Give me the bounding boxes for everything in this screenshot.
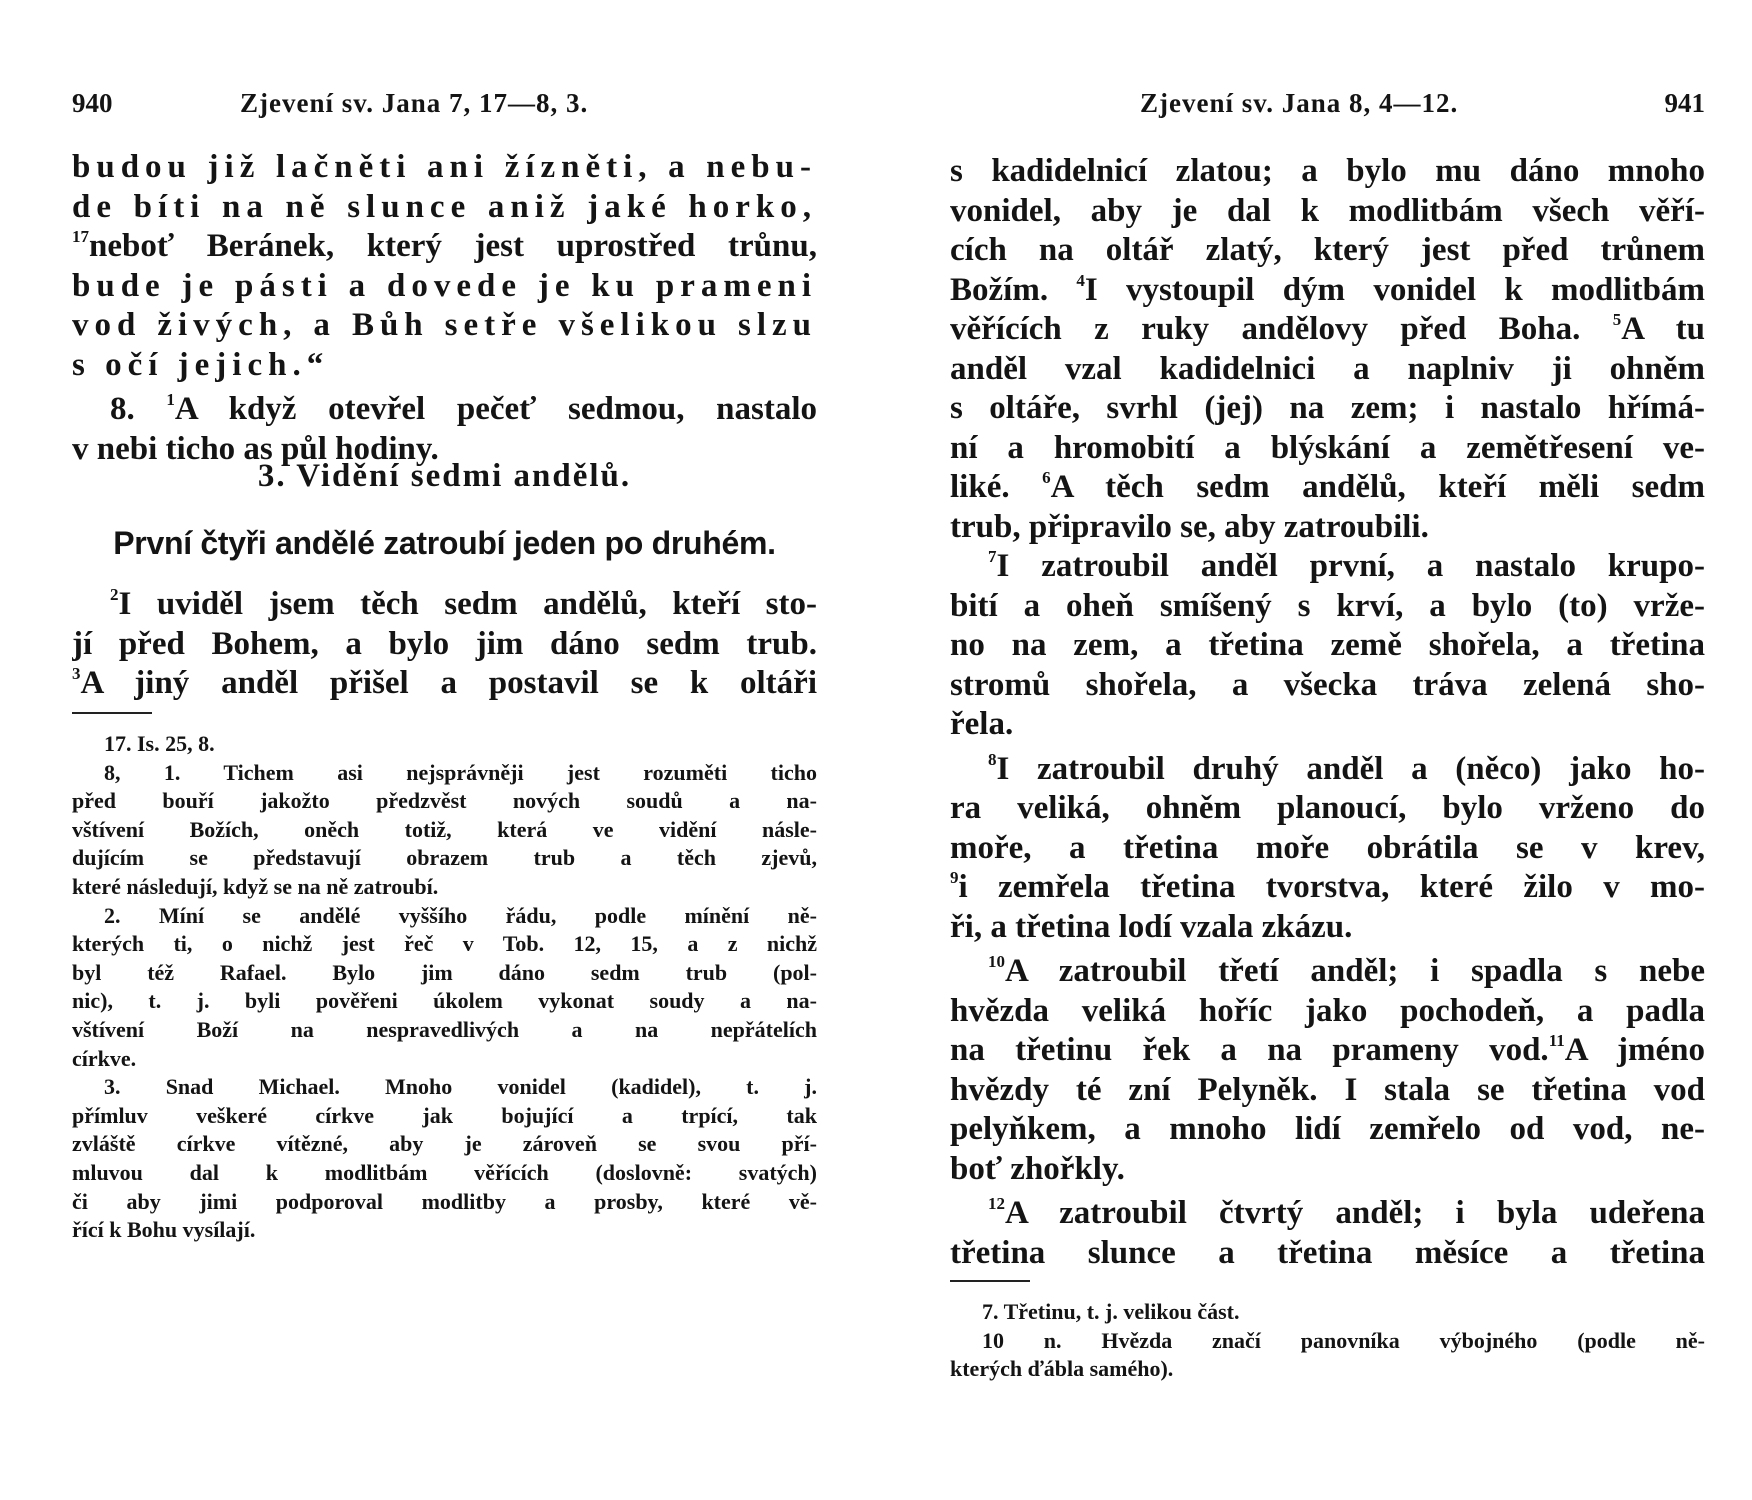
- footnote-rule-right: [950, 1280, 1030, 1282]
- page-number-right: 941: [1664, 88, 1705, 118]
- text-line: bití a oheň smíšený s krví, a bylo (to) vrže-: [950, 587, 1705, 624]
- text-line: budou již lačněti ani žízněti, a nebu-: [72, 149, 817, 185]
- text-line: anděl vzal kadidelnici a naplniv ji ohněm: [950, 350, 1705, 387]
- footnote-line: řící k Bohu vysílají.: [72, 1217, 256, 1243]
- text-line: moře, a třetina moře obrátila se v krev,: [950, 829, 1705, 866]
- text-line: [72, 585, 817, 625]
- text-line-content: A zatroubil třetí anděl; i spadla s nebe: [1005, 953, 1705, 989]
- footnote-line: byl též Rafael. Bylo jim dáno sedm trub (pol-: [72, 959, 817, 985]
- text-line: s kadidelnicí zlatou; a bylo mu dáno mnoho: [950, 153, 1705, 189]
- text-line: de bíti na ně slunce aniž jaké horko,: [72, 188, 817, 225]
- verse-number: 3: [72, 664, 81, 683]
- footnote-line: 2. Míní se andělé vyššího řádu, podle mínění ně-: [104, 902, 817, 928]
- left-body-text-2: [72, 585, 817, 704]
- text-line-content: A jiný anděl přišel a postavil se k oltáři: [80, 665, 817, 701]
- text-line: stromů shořela, a všecka tráva zelená sho-: [950, 666, 1705, 703]
- text-line-content: Božím.: [950, 271, 1049, 308]
- text-line: [72, 664, 817, 704]
- footnote-line: 3. Snad Michael. Mnoho vonidel (kadidel), t. j.: [104, 1074, 817, 1100]
- verse-number: 5: [1612, 310, 1622, 329]
- text-line-content: liké.: [950, 469, 1010, 505]
- text-line: [950, 468, 1705, 508]
- text-line: hvězda veliká hoříc jako pochodeň, a padla: [950, 992, 1705, 1029]
- footnote-rule-left: [72, 712, 152, 714]
- sub-heading: První čtyři andělé zatroubí jeden po druhém.: [113, 525, 776, 561]
- running-head-left: [72, 88, 817, 128]
- verse-number: 10: [988, 952, 1005, 971]
- text-line-content: A těch sedm andělů, kteří měli sedm: [1050, 469, 1705, 505]
- text-line: třetina slunce a třetina měsíce a třetina: [950, 1234, 1705, 1271]
- text-line-content: A zatroubil čtvrtý anděl; i byla udeřena: [1005, 1195, 1705, 1231]
- footnote-line: kterých ďábla samého).: [950, 1356, 1174, 1382]
- text-line: ra veliká, ohněm planoucí, bylo vrženo do: [950, 790, 1705, 826]
- text-line-content: I zatroubil anděl první, a nastalo krupo-: [996, 548, 1705, 584]
- section-heading: 3. Vidění sedmi andělů.: [257, 458, 632, 494]
- text-line: s oltáře, svrhl (jej) na zem; i nastalo hřímá-: [950, 390, 1705, 426]
- footnote-line: zvláště církve vítězné, aby je zároveň se svou pří-: [72, 1131, 817, 1157]
- text-line: [950, 952, 1705, 992]
- footnote-line: mluvou dal k modlitbám věřících (doslovně: svatých): [72, 1159, 817, 1185]
- text-line: boť zhořkly.: [950, 1150, 1125, 1187]
- text-line-content: I zatroubil druhý anděl a (něco) jako ho-: [996, 750, 1705, 787]
- verse-number: 9: [950, 868, 959, 887]
- verse-number: 4: [1076, 270, 1085, 290]
- verse-number: 11: [1548, 1031, 1565, 1050]
- footnote-line: 7. Třetinu, t. j. velikou část.: [982, 1299, 1240, 1324]
- text-line: ři, a třetina lodí vzala zkázu.: [950, 908, 1353, 945]
- running-title-right: Zjevení sv. Jana 8, 4—12.: [1140, 88, 1459, 118]
- footnotes-right: [950, 1298, 1705, 1384]
- text-line: [950, 1031, 1705, 1071]
- left-page: [72, 0, 817, 1500]
- verse-number: 8: [988, 749, 997, 769]
- text-line: [950, 1194, 1705, 1234]
- text-line-content: I vystoupil dým vonidel k modlitbám: [1084, 271, 1705, 308]
- text-line: [950, 547, 1705, 587]
- footnote-line: vštívení Boží na nespravedlivých a na nepřátelích: [72, 1016, 817, 1042]
- verse-number: 1: [166, 390, 175, 409]
- text-line: cích na oltář zlatý, který jest před trůnem: [950, 232, 1705, 268]
- footnote-line: 17. Is. 25, 8.: [104, 731, 215, 756]
- running-head-right: [950, 88, 1705, 128]
- text-line-content: A jméno: [1564, 1032, 1705, 1068]
- footnotes-left: [72, 730, 817, 1245]
- verse-number: 2: [110, 585, 119, 604]
- footnote-line: či aby jimi podporoval modlitby a prosby, které vě-: [72, 1188, 817, 1214]
- text-line: vod živých, a Bůh setře všelikou slzu: [72, 307, 817, 343]
- text-line-content: A tu: [1621, 311, 1705, 347]
- text-line: [72, 390, 817, 430]
- footnote-line: před bouří jakožto předzvěst nových soudů a na-: [72, 788, 817, 814]
- text-line: no na zem, a třetina země shořela, a třetina: [950, 627, 1705, 663]
- text-line-content: na třetinu řek a na prameny vod.: [950, 1032, 1549, 1068]
- text-line: hvězdy té zní Pelyněk. I stala se třetina vod: [950, 1071, 1705, 1108]
- running-title-left: Zjevení sv. Jana 7, 17—8, 3.: [240, 88, 589, 118]
- verse-number: 6: [1042, 468, 1051, 487]
- footnote-line: které následují, když se na ně zatroubí.: [72, 873, 439, 899]
- footnote-line: dujícím se představují obrazem trub a těch zjevů,: [72, 845, 817, 871]
- footnote-line: církve.: [72, 1045, 137, 1071]
- verse-number: 12: [988, 1194, 1005, 1213]
- right-body-text: [950, 152, 1705, 1273]
- text-line: [950, 750, 1705, 790]
- left-body-text: [72, 148, 817, 469]
- text-line: ní a hromobití a blýskání a zemětřesení ve-: [950, 429, 1705, 466]
- text-line-content: věřících z ruky andělovy před Boha.: [950, 311, 1581, 347]
- text-line: [950, 310, 1705, 350]
- text-line: [72, 227, 817, 267]
- text-line: [950, 271, 1705, 311]
- text-line: trub, připravilo se, aby zatroubili.: [950, 508, 1429, 545]
- text-line: s očí jejich.“: [72, 346, 330, 383]
- verse-number: 17: [72, 227, 89, 246]
- text-line-content: neboť Beránek, který jest uprostřed trůnu,: [89, 228, 817, 264]
- text-line: v nebi ticho as půl hodiny.: [72, 430, 439, 467]
- text-line-content: A když otevřel pečeť sedmou, nastalo: [174, 391, 817, 427]
- footnote-line: kterých ti, o nichž jest řeč v Tob. 12, 15, a z nichž: [72, 931, 817, 957]
- text-line: řela.: [950, 706, 1014, 742]
- page-number-left: 940: [72, 88, 113, 118]
- text-line-content: i zemřela třetina tvorstva, které žilo v mo-: [958, 869, 1705, 905]
- footnote-line: nic), t. j. byli pověřeni úkolem vykonat soudy a na-: [72, 988, 817, 1014]
- footnote-line: 10 n. Hvězda značí panovníka výbojného (podle ně-: [982, 1327, 1705, 1353]
- footnote-line: vštívení Božích, oněch totiž, která ve vidění násle-: [72, 816, 817, 842]
- text-line: bude je pásti a dovede je ku prameni: [72, 267, 817, 304]
- footnote-line: přímluv veškeré církve jak bojující a trpící, tak: [72, 1102, 817, 1128]
- text-line: jí před Bohem, a bylo jim dáno sedm trub.: [72, 625, 817, 662]
- footnote-line: 8, 1. Tichem asi nejsprávněji jest rozuměti ticho: [104, 759, 817, 785]
- chapter-number: 8.: [110, 391, 135, 427]
- text-line: pelyňkem, a mnoho lidí zemřelo od vod, ne-: [950, 1111, 1705, 1147]
- text-line: vonidel, aby je dal k modlitbám všech věří-: [950, 192, 1705, 229]
- right-page: [950, 0, 1705, 1500]
- text-line: [950, 868, 1705, 908]
- text-line-content: I uviděl jsem těch sedm andělů, kteří sto-: [118, 586, 817, 622]
- verse-number: 7: [988, 547, 997, 566]
